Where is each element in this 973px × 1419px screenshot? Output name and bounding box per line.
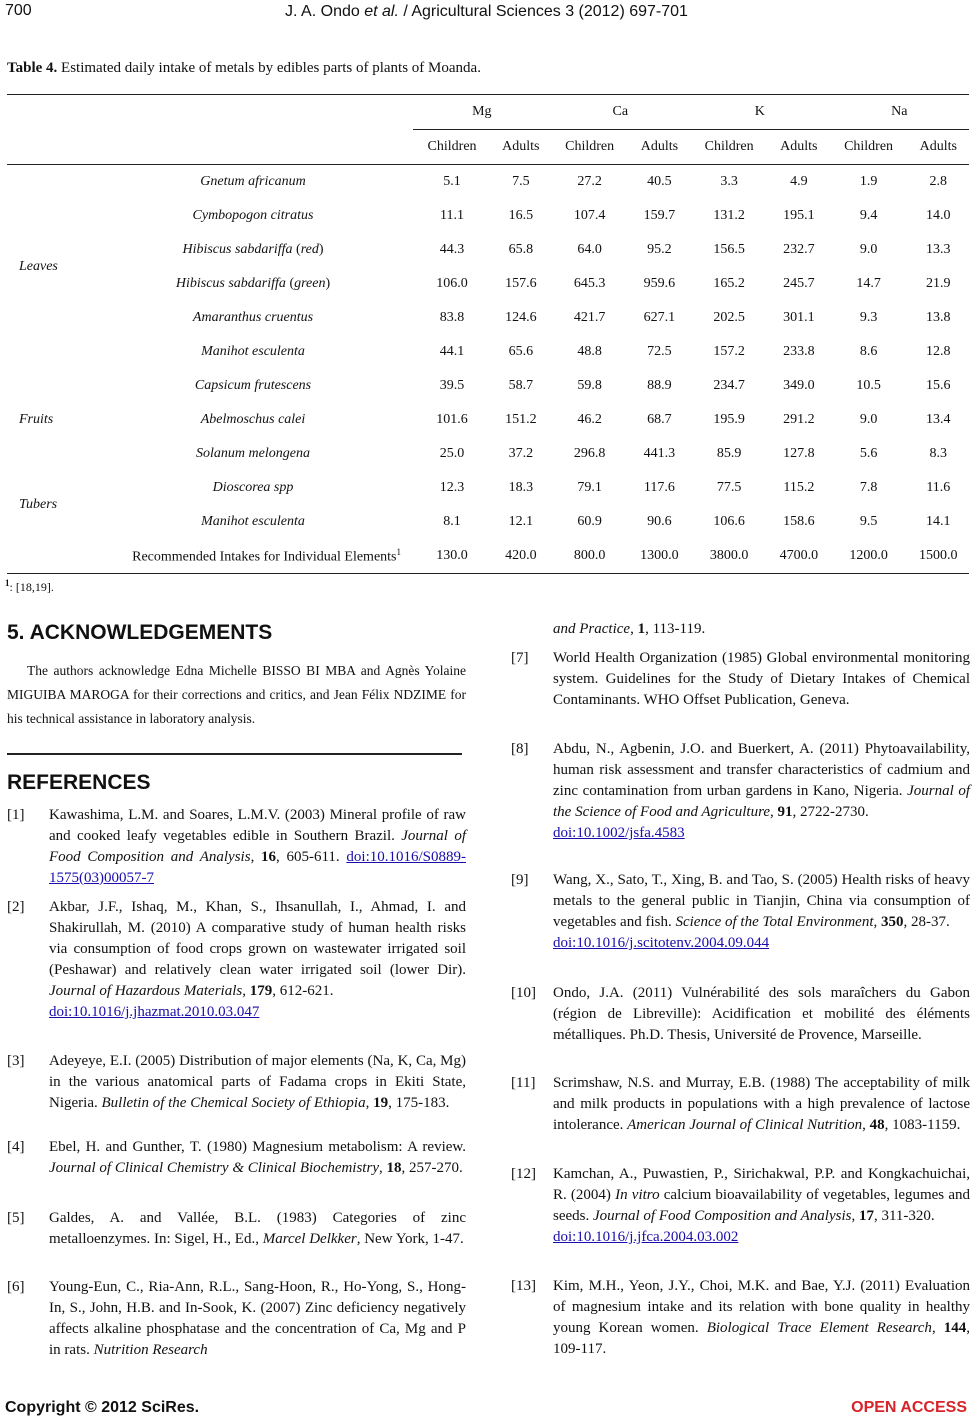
value-cell: 9.0 <box>859 242 878 257</box>
reference-authors: Kawashima, L.M. and Soares, L.M.V. (2003) Mineral profile of raw and cooked leafy vegetables edible in Southern Brazil. <box>49 807 466 844</box>
value-cell: 106.0 <box>436 276 468 291</box>
value-cell: 8.6 <box>859 344 878 359</box>
value-cell: 101.6 <box>436 412 468 427</box>
reference-journal: Journal of the Science of Food and Agriculture <box>553 783 970 820</box>
value-cell: 232.7 <box>783 242 815 257</box>
value-cell: 9.0 <box>859 412 878 427</box>
recommended-value: 3800.0 <box>690 539 768 574</box>
section-divider <box>7 753 462 755</box>
header-ca: Ca <box>551 95 690 130</box>
value-cell: 14.0 <box>926 208 951 223</box>
reference-authors: Scrimshaw, N.S. and Murray, E.B. (1988) The acceptability of milk and milk products in populations with a high prevalence of lactose intolerance. <box>553 1075 970 1133</box>
subheader-cell: Children <box>690 130 768 165</box>
reference-number: [2] <box>7 899 25 915</box>
reference-authors: Kim, M.H., Yeon, J.Y., Choi, M.K. and Bae, Y.J. (2011) Evaluation of magnesium intake and its relation with bone quality in healthy young Korean women. <box>553 1278 970 1336</box>
value-cell: 79.1 <box>577 480 602 495</box>
reference-pages: , 109-117. <box>553 1320 970 1357</box>
value-cell: 441.3 <box>643 446 676 461</box>
reference-text: Kawashima, L.M. and Soares, L.M.V. (2003) Mineral profile of raw and cooked leafy vegetables edible in Southern Brazil. Journal of Food Composition and Analysis, 16, 605-611. doi:10.1016/S0889-1575(03)00057-7 <box>49 807 466 886</box>
category-tubers: Tubers <box>19 497 58 512</box>
reference-journal: Journal of Clinical Chemistry & Clinical Biochemistry <box>49 1160 379 1176</box>
value-cell: 10.5 <box>856 378 881 393</box>
table-row <box>7 233 969 267</box>
reference-r6 <box>7 1277 466 1361</box>
value-cell: 59.8 <box>577 378 602 393</box>
reference-journal: Biological Trace Element Research <box>706 1320 932 1336</box>
reference-pages: , 1083-1159. <box>884 1117 961 1133</box>
reference-r6b <box>511 619 970 640</box>
header-k: K <box>690 95 829 130</box>
reference-number: [11] <box>511 1075 536 1091</box>
recommended-value: 1300.0 <box>629 539 690 574</box>
running-head <box>0 3 973 21</box>
reference-authors: Ebel, H. and Gunther, T. (1980) Magnesium metabolism: A review. <box>49 1139 466 1155</box>
reference-r10 <box>511 983 970 1046</box>
table-row <box>7 335 969 369</box>
value-cell: 44.1 <box>439 344 465 359</box>
reference-pages: , 257-270. <box>401 1160 463 1176</box>
reference-number: [7] <box>511 650 529 666</box>
doi-link[interactable]: doi:10.1002/jsfa.4583 <box>553 825 685 841</box>
footnote-marker: 1 <box>5 578 10 588</box>
reference-pages: , 612-621. <box>272 983 334 999</box>
value-cell: 85.9 <box>716 446 742 461</box>
value-cell: 7.8 <box>859 480 878 495</box>
value-cell: 13.4 <box>926 412 951 427</box>
species-name: Gnetum africanum <box>200 174 306 189</box>
reference-r4 <box>7 1137 466 1179</box>
value-cell: 65.8 <box>508 242 534 257</box>
value-cell: 4.9 <box>790 174 808 189</box>
value-cell: 9.5 <box>859 514 878 529</box>
value-cell: 349.0 <box>783 378 815 393</box>
recommended-value: 1200.0 <box>830 539 908 574</box>
reference-text: Kamchan, A., Puwastien, P., Sirichakwal, P.P. and Kongkachuichai, R. (2004) In vitro calcium bioavailability of vegetables, legumes and seeds. Journal of Food Composition and Analysis, 17, 311-320. doi:10.1016/j.jfca.2004.03.002 <box>553 1166 970 1245</box>
value-cell: 165.2 <box>713 276 745 291</box>
reference-volume: 179 <box>249 983 273 999</box>
value-cell: 27.2 <box>577 174 602 189</box>
running-head-journal: / Agricultural Sciences 3 (2012) 697-701 <box>398 3 688 20</box>
reference-r9 <box>511 870 970 954</box>
subheader-cell: Children <box>830 130 908 165</box>
value-cell: 959.6 <box>643 276 676 291</box>
reference-authors-cont: calcium bioavailability of vegetables, legumes and seeds. <box>553 1187 970 1224</box>
reference-r3 <box>7 1051 466 1114</box>
value-cell: 234.7 <box>713 378 745 393</box>
recommended-value: 800.0 <box>551 539 629 574</box>
reference-authors: Galdes, A. and Vallée, B.L. (1983) Categories of zinc metalloenzymes. In: Sigel, H., Ed., <box>49 1210 466 1247</box>
reference-r7 <box>511 648 970 711</box>
reference-volume: 350 <box>881 914 904 930</box>
recommended-value: 1500.0 <box>908 539 969 574</box>
value-cell: 90.6 <box>647 514 672 529</box>
reference-text: Adeyeye, E.I. (2005) Distribution of major elements (Na, K, Ca, Mg) in the various anatomical parts of Fadama crops in Ekiti State, Nigeria. Bulletin of the Chemical Society of Ethiopia, 19, 175-183. <box>49 1053 466 1111</box>
reference-volume: 19 <box>373 1095 389 1111</box>
table-row <box>7 403 969 437</box>
value-cell: 8.1 <box>443 514 461 529</box>
species-name-italic: Hibiscus sabdariffa <box>175 276 286 291</box>
value-cell: 8.3 <box>929 446 948 461</box>
header-na: Na <box>830 95 969 130</box>
reference-pages: , 113-119. <box>645 621 706 637</box>
value-cell: 12.1 <box>508 514 534 529</box>
category-leaves: Leaves <box>19 259 58 274</box>
table-footnote <box>5 578 54 595</box>
value-cell: 16.5 <box>508 208 534 223</box>
page-number: 700 <box>5 2 32 19</box>
value-cell: 296.8 <box>573 446 606 461</box>
value-cell: 14.7 <box>856 276 881 291</box>
value-cell: 15.6 <box>926 378 951 393</box>
value-cell: 37.2 <box>508 446 534 461</box>
species-name: Manihot esculenta <box>201 344 305 359</box>
species-name: Abelmoschus calei <box>200 412 306 427</box>
species-variety: green <box>294 276 326 291</box>
reference-authors: Kamchan, A., Puwastien, P., Sirichakwal, P.P. and Kongkachuichai, R. (2004) <box>553 1166 970 1203</box>
value-cell: 21.9 <box>926 276 951 291</box>
value-cell: 9.3 <box>859 310 878 325</box>
value-cell: 11.1 <box>440 208 465 223</box>
reference-authors: Akbar, J.F., Ishaq, M., Khan, S., Ihsanullah, I., Ahmad, I. and Shakirullah, M. (2010) A comparative study of human health risks via consumption of food crops grown on wastewater irrigated soil (Peshawar) and relatively clean water irrigated soil (lower Dir). <box>49 899 466 978</box>
category-fruits: Fruits <box>19 412 54 427</box>
reference-number: [3] <box>7 1053 25 1069</box>
reference-volume: 17 <box>858 1208 874 1224</box>
reference-authors: Adeyeye, E.I. (2005) Distribution of major elements (Na, K, Ca, Mg) in the various anatomical parts of Fadama crops in Ekiti State, Nigeria. <box>49 1053 466 1111</box>
subheader-cell: Children <box>551 130 629 165</box>
reference-text: Wang, X., Sato, T., Xing, B. and Tao, S. (2005) Health risks of heavy metals to the general public in Tianjin, China via consumption of vegetables and fish. Science of the Total Environment, 350, 28-37. doi:10.1016/j.scitotenv.2004.09.044 <box>553 872 970 951</box>
reference-text: Kim, M.H., Yeon, J.Y., Choi, M.K. and Bae, Y.J. (2011) Evaluation of magnesium intake and its relation with bone quality in healthy young Korean women. Biological Trace Element Research, 144, 109-117. <box>553 1278 970 1357</box>
value-cell: 127.8 <box>783 446 815 461</box>
reference-volume: 16 <box>261 849 277 865</box>
value-cell: 88.9 <box>647 378 672 393</box>
header-spacer <box>7 95 413 130</box>
open-access-label: OPEN ACCESS <box>851 1399 967 1416</box>
running-head-etal: et al. <box>364 3 399 20</box>
value-cell: 12.8 <box>926 344 951 359</box>
value-cell: 58.7 <box>508 378 534 393</box>
reference-pages: , New York, 1-47. <box>356 1231 464 1247</box>
value-cell: 195.1 <box>783 208 815 223</box>
reference-number: [9] <box>511 872 529 888</box>
value-cell: 48.8 <box>577 344 602 359</box>
subheader-cell: Adults <box>908 130 969 165</box>
reference-pages: , 311-320. <box>873 1208 935 1224</box>
reference-authors: Ondo, J.A. (2011) Vulnérabilité des sols maraîchers du Gabon (région de Libreville): Acidification et mobilité des éléments métalliques. Ph.D. Thesis, Université de Provence, Marseille. <box>553 985 970 1043</box>
reference-volume: 1 <box>637 621 646 637</box>
reference-r8 <box>511 739 970 844</box>
species-name: Cymbopogon citratus <box>192 208 314 223</box>
header-spacer <box>7 130 413 165</box>
reference-text: Abdu, N., Agbenin, J.O. and Buerkert, A. (2011) Phytoavailability, human risk assessment and transfer characteristics of cadmium and zinc contamination from urban gardens in Kano, Nigeria. Journal of the Science of Food and Agriculture, 91, 2722-2730. doi:10.1002/jsfa.4583 <box>553 741 970 841</box>
reference-number: [1] <box>7 807 25 823</box>
value-cell: 72.5 <box>647 344 672 359</box>
reference-number: [8] <box>511 741 529 757</box>
value-cell: 83.8 <box>439 310 465 325</box>
value-cell: 202.5 <box>713 310 745 325</box>
reference-text: Akbar, J.F., Ishaq, M., Khan, S., Ihsanullah, I., Ahmad, I. and Shakirullah, M. (2010) A comparative study of human health risks via consumption of food crops grown on wastewater irrigated soil (Peshawar) and relatively clean water irrigated soil (lower Dir). Journal of Hazardous Materials, 179, 612-621. doi:10.1016/j.jhazmat.2010.03.047 <box>49 899 466 1020</box>
species-name: Hibiscus sabdariffa (green) <box>175 276 331 291</box>
value-cell: 131.2 <box>713 208 745 223</box>
recommended-row <box>7 539 969 574</box>
value-cell: 7.5 <box>512 174 530 189</box>
reference-r2 <box>7 897 466 1023</box>
reference-journal: Journal of Hazardous Materials <box>49 983 243 999</box>
doi-link[interactable]: doi:10.1016/S0889-1575(03)00057-7 <box>49 849 466 886</box>
footnote-text: : [18,19]. <box>9 580 54 594</box>
value-cell: 3.3 <box>720 174 738 189</box>
reference-r12 <box>511 1164 970 1248</box>
species-variety: red <box>300 242 319 257</box>
reference-pages: , 2722-2730. <box>792 804 869 820</box>
reference-number: [13] <box>511 1278 536 1294</box>
reference-authors: Abdu, N., Agbenin, J.O. and Buerkert, A. (2011) Phytoavailability, human risk assessment and transfer characteristics of cadmium and zinc contamination from urban gardens in Kano, Nigeria. <box>553 741 970 799</box>
table-row <box>7 369 969 403</box>
reference-text <box>553 983 970 1046</box>
value-cell: 151.2 <box>505 412 537 427</box>
running-head-authors: J. A. Ondo <box>285 3 365 20</box>
reference-journal: Bulletin of the Chemical Society of Ethiopia <box>101 1095 366 1111</box>
value-cell: 421.7 <box>573 310 606 325</box>
table-header-groups <box>7 130 969 165</box>
reference-volume: 91 <box>777 804 793 820</box>
value-cell: 627.1 <box>643 310 676 325</box>
reference-text <box>553 648 970 711</box>
table-body <box>7 165 969 574</box>
value-cell: 60.9 <box>577 514 602 529</box>
species-name: Solanum melongena <box>196 446 310 461</box>
reference-authors: World Health Organization (1985) Global environmental monitoring system. Guidelines for the Study of Dietary Intakes of Chemical Contaminants. WHO Offset Publication, Geneva. <box>553 650 970 708</box>
reference-text <box>49 1277 466 1361</box>
reference-text: Scrimshaw, N.S. and Murray, E.B. (1988) The acceptability of milk and milk products in populations with a high prevalence of lactose intolerance. American Journal of Clinical Nutrition, 48, 1083-1159. <box>553 1075 970 1133</box>
doi-link[interactable]: doi:10.1016/j.jhazmat.2010.03.047 <box>49 1004 260 1020</box>
value-cell: 18.3 <box>508 480 534 495</box>
value-cell: 68.7 <box>647 412 672 427</box>
recommended-value: 130.0 <box>413 539 491 574</box>
value-cell: 245.7 <box>783 276 815 291</box>
reference-text: Ebel, H. and Gunther, T. (1980) Magnesium metabolism: A review. Journal of Clinical Chemistry & Clinical Biochemistry, 18, 257-270. <box>49 1139 466 1176</box>
table-row <box>7 199 969 233</box>
reference-volume: 144 <box>943 1320 967 1336</box>
value-cell: 9.4 <box>859 208 878 223</box>
value-cell: 291.2 <box>783 412 815 427</box>
reference-r5 <box>7 1208 466 1250</box>
value-cell: 40.5 <box>647 174 672 189</box>
value-cell: 95.2 <box>647 242 672 257</box>
references-heading: REFERENCES <box>7 771 151 794</box>
reference-number: [12] <box>511 1166 536 1182</box>
reference-journal: American Journal of Clinical Nutrition <box>627 1117 863 1133</box>
reference-journal: Journal of Food Composition and Analysis <box>593 1208 852 1224</box>
table-row <box>7 267 969 301</box>
species-name: Hibiscus sabdariffa (red) <box>182 242 324 257</box>
acknowledgements-heading: 5. ACKNOWLEDGEMENTS <box>7 621 273 644</box>
value-cell: 107.4 <box>573 208 606 223</box>
reference-text: and Practice, 1, 113-119. <box>553 621 706 637</box>
table-row <box>7 301 969 335</box>
intake-table <box>7 94 969 574</box>
value-cell: 44.3 <box>439 242 465 257</box>
reference-pages: , 28-37. <box>903 914 950 930</box>
reference-r13 <box>511 1276 970 1360</box>
reference-journal: Nutrition Research <box>93 1342 208 1358</box>
value-cell: 115.2 <box>783 480 815 495</box>
reference-text <box>49 1208 466 1250</box>
value-cell: 5.1 <box>443 174 461 189</box>
species-name: Dioscorea spp <box>212 480 294 495</box>
table-row <box>7 505 969 539</box>
reference-authors: Wang, X., Sato, T., Xing, B. and Tao, S. (2005) Health risks of heavy metals to the general public in Tianjin, China via consumption of vegetables and fish. <box>553 872 970 930</box>
species-name: Manihot esculenta <box>201 514 305 529</box>
recommended-value: 420.0 <box>491 539 551 574</box>
value-cell: 65.6 <box>508 344 534 359</box>
value-cell: 301.1 <box>783 310 815 325</box>
value-cell: 106.6 <box>713 514 745 529</box>
species-name-italic: Hibiscus sabdariffa <box>182 242 293 257</box>
value-cell: 12.3 <box>439 480 465 495</box>
reference-r11 <box>511 1073 970 1136</box>
value-cell: 233.8 <box>783 344 815 359</box>
header-mg: Mg <box>413 95 551 130</box>
subheader-cell: Children <box>413 130 491 165</box>
reference-number: [10] <box>511 985 536 1001</box>
value-cell: 46.2 <box>577 412 602 427</box>
value-cell: 64.0 <box>577 242 602 257</box>
table-row <box>7 437 969 471</box>
value-cell: 195.9 <box>713 412 745 427</box>
value-cell: 117.6 <box>643 480 675 495</box>
reference-volume: 48 <box>869 1117 885 1133</box>
value-cell: 124.6 <box>505 310 537 325</box>
species-name: Capsicum frutescens <box>194 378 312 393</box>
table-header-elements <box>7 95 969 130</box>
reference-pages: , 605-611. <box>276 849 347 865</box>
species-name: Amaranthus cruentus <box>192 310 314 325</box>
value-cell: 14.1 <box>926 514 951 529</box>
table-caption-text: Estimated daily intake of metals by edibles parts of plants of Moanda. <box>57 60 481 76</box>
acknowledgements-text: The authors acknowledge Edna Michelle BISSO BI MBA and Agnès Yolaine MIGUIBA MAROGA for their corrections and critics, and Jean Félix NDZIME for his technical assistance in laboratory analysis. <box>7 663 466 726</box>
reference-r1 <box>7 805 466 889</box>
table-caption-label: Table 4. <box>7 60 58 76</box>
reference-number: [4] <box>7 1139 25 1155</box>
value-cell: 157.6 <box>505 276 537 291</box>
value-cell: 157.2 <box>713 344 745 359</box>
value-cell: 2.8 <box>929 174 948 189</box>
value-cell: 159.7 <box>643 208 676 223</box>
value-cell: 11.6 <box>926 480 951 495</box>
reference-journal: and Practice <box>553 621 631 637</box>
value-cell: 1.9 <box>859 174 878 189</box>
value-cell: 645.3 <box>573 276 606 291</box>
reference-number: [6] <box>7 1279 25 1295</box>
reference-journal: Marcel Delkker <box>262 1231 357 1247</box>
value-cell: 25.0 <box>439 446 465 461</box>
reference-journal: Journal of Food Composition and Analysis <box>49 828 466 865</box>
reference-pages: , 175-183. <box>388 1095 450 1111</box>
table-row <box>7 471 969 505</box>
reference-italic: In vitro <box>615 1187 660 1203</box>
value-cell: 39.5 <box>439 378 465 393</box>
subheader-cell: Adults <box>629 130 690 165</box>
reference-journal: Science of the Total Environment <box>675 914 874 930</box>
value-cell: 156.5 <box>713 242 745 257</box>
doi-link[interactable]: doi:10.1016/j.jfca.2004.03.002 <box>553 1229 739 1245</box>
subheader-cell: Adults <box>491 130 551 165</box>
reference-number: [5] <box>7 1210 25 1226</box>
value-cell: 158.6 <box>783 514 815 529</box>
recommended-value: 4700.0 <box>768 539 829 574</box>
value-cell: 13.8 <box>926 310 951 325</box>
copyright: Copyright © 2012 SciRes. <box>5 1399 200 1416</box>
table-row <box>7 165 969 200</box>
value-cell: 77.5 <box>716 480 742 495</box>
doi-link[interactable]: doi:10.1016/j.scitotenv.2004.09.044 <box>553 935 770 951</box>
table-caption <box>7 60 481 77</box>
subheader-cell: Adults <box>768 130 829 165</box>
recommended-label: Recommended Intakes for Individual Elements$^1$ <box>7 539 413 574</box>
value-cell: 13.3 <box>926 242 951 257</box>
reference-authors: Young-Eun, C., Ria-Ann, R.L., Sang-Hoon, R., Ho-Yong, S., Hong-In, S., John, H.B. and In-Sook, K. (2007) Zinc deficiency negatively affects alkaline phosphatase and the concentration of Ca, Mg and P in rats. <box>49 1279 466 1358</box>
reference-volume: 18 <box>386 1160 402 1176</box>
reference-number <box>511 619 553 640</box>
value-cell: 5.6 <box>859 446 878 461</box>
